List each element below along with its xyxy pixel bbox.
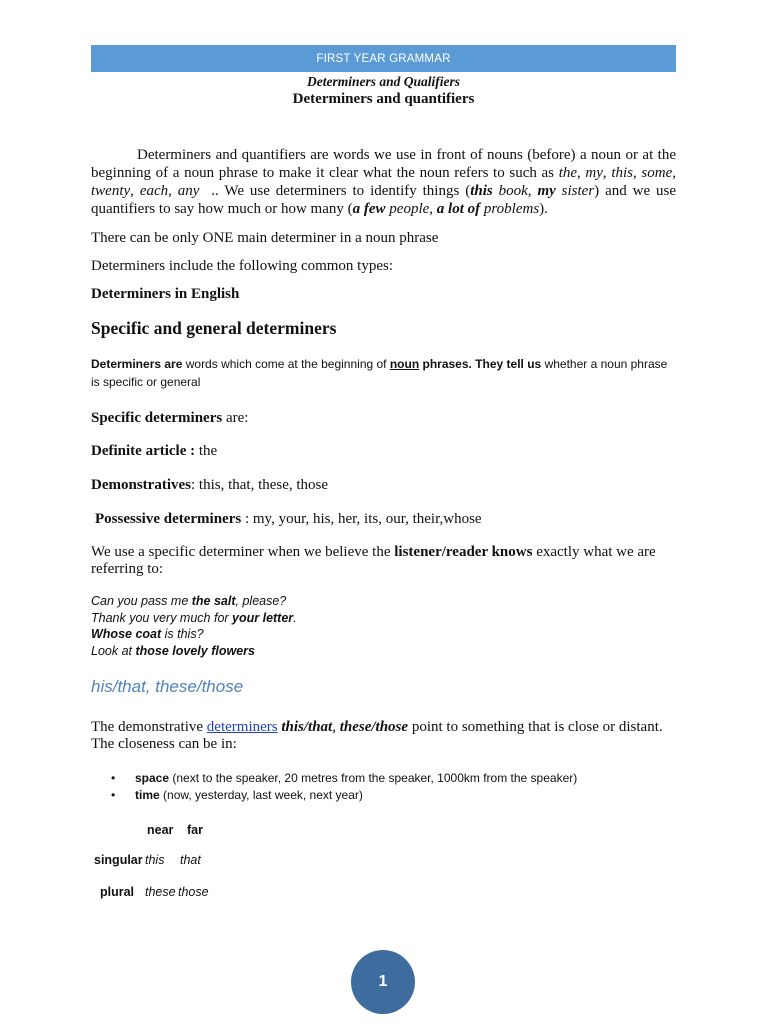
table-header-far: far (187, 823, 203, 837)
example-line: Whose coat is this? (91, 627, 204, 641)
table-row-plural-label: plural (100, 885, 135, 899)
page-number-badge: 1 (351, 950, 415, 1014)
example-line: Can you pass me the salt, please? (91, 594, 287, 608)
definite-article-line: Definite article : the (91, 443, 218, 459)
example-line: Thank you very much for your letter. (91, 610, 297, 625)
table-cell-plural-near: these (145, 885, 176, 899)
example-line: Look at those lovely flowers (91, 643, 255, 658)
bullet-item-space: • space (next to the speaker, 20 metres from the speaker, 1000km from the speaker) (91, 770, 691, 787)
specific-use-paragraph: We use a specific determiner when we believe the listener/reader knows exactly what we are referring to: (91, 544, 656, 577)
one-main-determiner-text: There can be only ONE main determiner in a noun phrase (91, 230, 439, 246)
bullet-item-time: • time (now, yesterday, last week, next year) (91, 787, 691, 804)
table-cell-plural-far: those (178, 885, 209, 899)
determiners-description: Determiners are words which come at the beginning of noun phrases. They tell us whether a noun phrase is specific or general (91, 357, 668, 389)
table-row-singular-label: singular (94, 853, 143, 867)
header-banner: FIRST YEAR GRAMMAR (91, 45, 676, 72)
common-types-text: Determiners include the following common types: (91, 258, 394, 274)
specific-determiners-line: Specific determiners are: (91, 410, 249, 426)
document-title: Determiners and quantifiers (292, 91, 475, 107)
demonstrative-paragraph: The demonstrative determiners this/that, these/those point to something that is close or distant. The closeness can be in: (91, 719, 663, 752)
determiners-link[interactable]: determiners (206, 719, 278, 735)
intro-paragraph: Determiners and quantifiers are words we use in front of nouns (before) a noun or at the beginning of a noun phrase to make it clear what the noun refers to such as the, my, this, some, twenty, each, any .. We use determiners to identify things (this book, my sister) and we use quantifiers to say how much or how many (a few people, a lot of problems). (91, 147, 677, 217)
bullet-icon: • (111, 771, 116, 785)
bullet-icon: • (111, 788, 116, 802)
examples-block (91, 593, 676, 659)
demonstratives-section-heading: his/that, these/those (91, 677, 244, 696)
table-cell-singular-far: that (180, 853, 201, 867)
specific-general-heading: Specific and general determiners (91, 318, 337, 338)
table-cell-singular-near: this (145, 853, 165, 867)
table-header-near: near (147, 823, 174, 837)
possessive-determiners-line: Possessive determiners : my, your, his, her, its, our, their,whose (95, 511, 482, 527)
document-subtitle: Determiners and Qualifiers (306, 74, 460, 89)
determiners-in-english-heading: Determiners in English (91, 286, 240, 302)
demonstratives-line: Demonstratives: this, that, these, those (91, 477, 329, 493)
